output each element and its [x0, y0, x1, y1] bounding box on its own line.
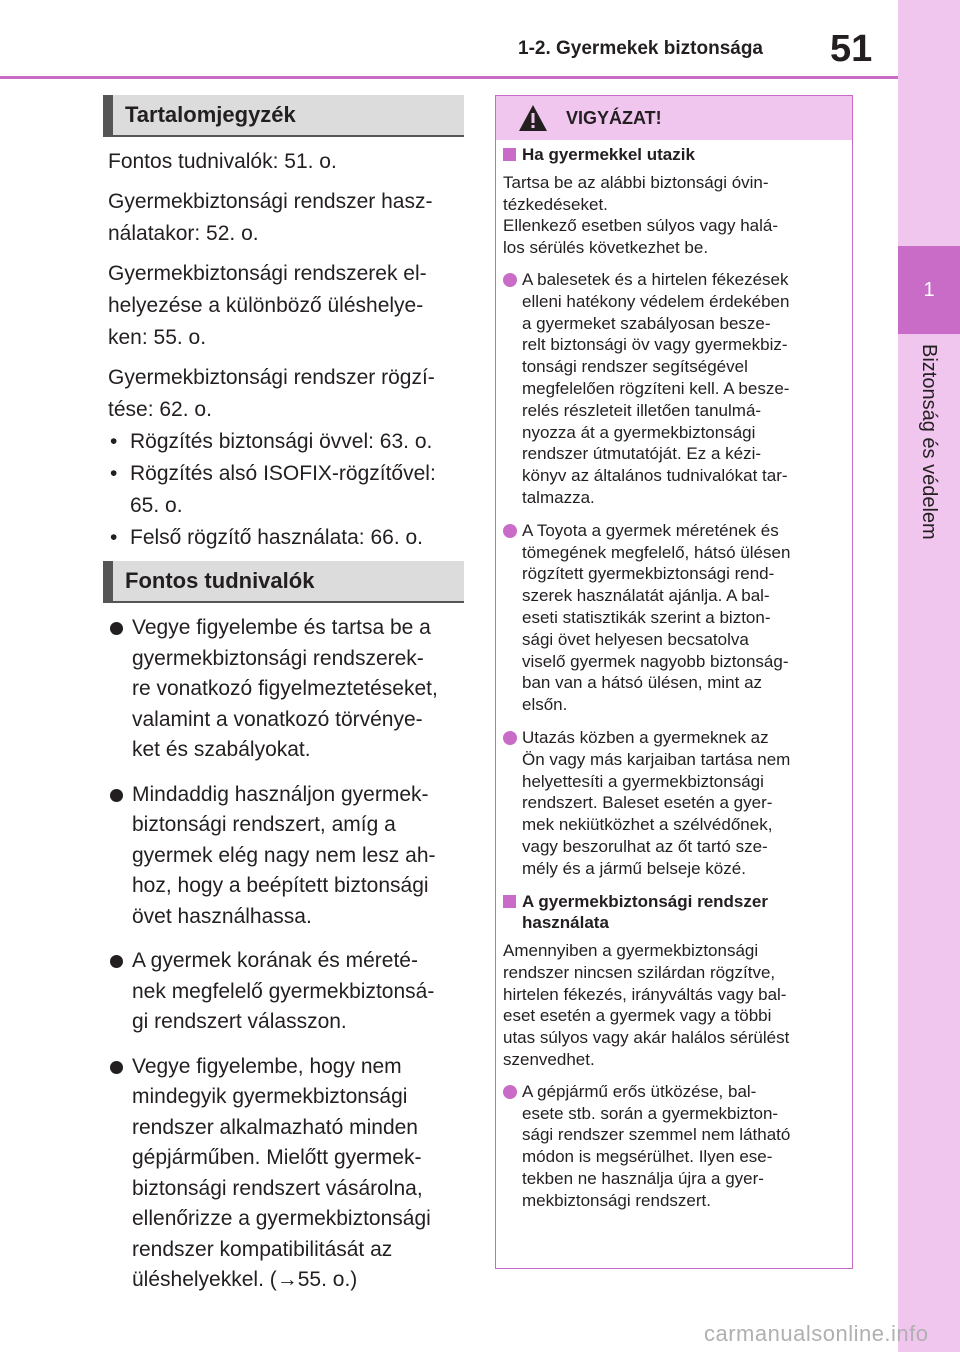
- warning-subheading: A gyermekbiztonsági rendszer használata: [503, 891, 843, 935]
- warning-item: A balesetek és a hirtelen fékezések elleni hatékony védelem érdekében a gyermeket szabályosan besze- relt biztonsági öv vagy gyermekbiz- tonsági rendszer segítségével megfelelően rögzíteni kell. A besze- relés részleteit illetően tanulmá- nyozza át a gyermekbiztonsági rendszer útmutatóját. Ez a kézi- könyv az általános tudnivalókat tar- talmazza.: [503, 269, 843, 509]
- chapter-number-tab[interactable]: 1: [898, 246, 960, 334]
- warning-header: [496, 96, 852, 140]
- warning-item: A Toyota a gyermek méretének és tömegének megfelelő, hátsó ülésen rögzített gyermekbiztonsági rend- szerek használatát ajánlja. A bal- eseti statisztikák szerint a bizton- sági övet helyesen becsatolva viselő gyermek nagyobb biztonság- ban van a hátsó ülésen, mint az elsőn.: [503, 520, 843, 716]
- bullet-item: A gyermek korának és méreté- nek megfelelő gyermekbiztonsá- gi rendszert válasszon.: [108, 946, 464, 1038]
- warning-title: VIGYÁZAT!: [566, 108, 662, 128]
- toc-sub-entry[interactable]: • Rögzítés alsó ISOFIX-rögzítővel: 65. o.: [108, 458, 468, 522]
- toc-sub-entry[interactable]: • Rögzítés biztonsági övvel: 63. o.: [108, 426, 468, 458]
- chapter-title-label: Biztonság és védelem: [918, 344, 940, 540]
- toc-entry[interactable]: Gyermekbiztonsági rendszer hasz- nálatakor: 52. o.: [108, 190, 433, 245]
- fontos-heading-box: [103, 561, 464, 603]
- chapter-side-strip: [898, 0, 960, 1352]
- toc-entry[interactable]: Gyermekbiztonsági rendszer rögzí- tése: 62. o.: [108, 366, 435, 421]
- bullet-item: Vegye figyelembe, hogy nem mindegyik gyermekbiztonsági rendszer alkalmazható minden gépjárműben. Mielőtt gyermek- biztonsági rendszert vásárolna, ellenőrizze a gyermekbiztonsági rendszer kompatibilitását az üléshelyekkel. (→55. o.): [108, 1052, 464, 1296]
- chapter-title-vertical: [902, 344, 956, 664]
- toc-heading: Tartalomjegyzék: [125, 102, 296, 127]
- fontos-heading: Fontos tudnivalók: [125, 568, 315, 593]
- bullet-item: Mindaddig használjon gyermek- biztonsági rendszert, amíg a gyermek elég nagy nem lesz ah- hoz, hogy a beépített biztonsági övet használhassa.: [108, 780, 464, 933]
- header-divider: [0, 76, 898, 79]
- warning-triangle-icon: [518, 104, 548, 132]
- warning-paragraph: Tartsa be az alábbi biztonsági óvin- tézkedéseket. Ellenkező esetben súlyos vagy halá- los sérülés következhet be.: [503, 172, 778, 258]
- toc-list: [108, 146, 468, 554]
- toc-entry[interactable]: Gyermekbiztonsági rendszerek el- helyezése a különböző üléshelye- ken: 55. o.: [108, 262, 427, 349]
- warning-body: [503, 140, 843, 1223]
- warning-item: Utazás közben a gyermeknek az Ön vagy más karjaiban tartása nem helyettesíti a gyermekbiztonsági rendszert. Baleset esetén a gyer- mek nekiütközhet a szélvédőnek, vagy beszorulhat az őt tartó sze- mély és a jármű belseje közé.: [503, 727, 843, 880]
- warning-subheading: Ha gyermekkel utazik: [503, 144, 843, 166]
- fontos-bullet-list: [108, 613, 464, 1310]
- toc-heading-box: [103, 95, 464, 137]
- page-number: 51: [830, 28, 873, 70]
- toc-entry[interactable]: Fontos tudnivalók: 51. o.: [108, 150, 337, 173]
- page-reference-link[interactable]: →55. o.: [276, 1268, 351, 1291]
- section-title: 1-2. Gyermekek biztonsága: [518, 38, 763, 59]
- watermark: carmanualsonline.info: [704, 1321, 929, 1346]
- warning-item: A gépjármű erős ütközése, bal- esete stb. során a gyermekbizton- sági rendszer szemmel nem látható módon is megsérülhet. Ilyen ese- tekben ne használja újra a gyer- mekbiztonsági rendszert.: [503, 1081, 843, 1212]
- warning-box: [495, 95, 853, 1269]
- toc-sub-entry[interactable]: • Felső rögzítő használata: 66. o.: [108, 522, 468, 554]
- warning-paragraph: Amennyiben a gyermekbiztonsági rendszer nincsen szilárdan rögzítve, hirtelen fékezés, irányváltás vagy bal- eset esetén a gyermek vagy a többi utas súlyos vagy akár halálos sérülést szenvedhet.: [503, 941, 790, 1070]
- bullet-item: Vegye figyelembe és tartsa be a gyermekbiztonsági rendszerek- re vonatkozó figyelmeztetéseket, valamint a vonatkozó törvénye- ket és szabályokat.: [108, 613, 464, 766]
